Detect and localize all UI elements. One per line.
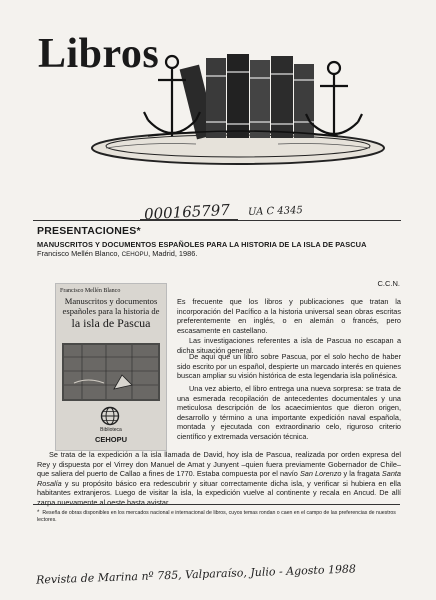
catalog-number: 000165797 [143,200,231,224]
footnote [37,510,401,524]
ship-name-2: Santa Rosalía [37,469,401,488]
cover-title-line-3: la isla de Pascua [71,316,151,330]
section-top-rule [33,220,401,221]
p5-text-c: y su propósito básico era redescubrir y situar correctamente dicha isla, y verificar si hubiera en ella habitantes extranjeros. Luego de visitar la isla, la expedición vuelve al continente y recala en Ancud. De allí zarpa nuevamente al oeste hasta avistar [37,478,401,507]
reviewer-initials: C.C.N. [377,279,400,288]
book-cover-image [55,283,167,451]
footnote-marker: * [37,510,40,516]
footnote-rule [33,504,400,505]
p5-text-a: Se trata de la expedición a la isla llamada de David, hoy isla de Pascua, realizada por orden expresa del Rey y dispuesta por el Virrey don Manuel de Amat y Junyent –quien fuera previamente Gobernador de Chile– que saliera del puerto de Callao a fines de 1770. Estaba compuesta por el navío [37,450,401,479]
body-paragraph-1: Es frecuente que los libros y publicaciones que tratan la incorporación del Pacífico a la historia universal sean obras escritas preferentemente en inglés, o en alemán o francés, pero escasamente en castellano. [177,297,401,335]
ship-name-1: San Lorenzo [299,469,342,479]
cover-publisher: CEHOPU [94,435,128,444]
book-place-year: , Madrid, 1986. [148,249,198,258]
section-masthead-title: Libros [38,31,160,77]
handwritten-source-note: Revista de Marina nº 785, Valparaíso, Julio - Agosto 1988 [35,562,357,587]
publisher-globe-icon [100,406,120,426]
book-author: Francisco Mellén Blanco, [37,249,120,258]
footnote-text: Reseña de obras disponibles en los mercados nacional e internacional de libros, cuyos temas rondan o caen en el campo de las preferencias de nuestros lectores. [37,510,396,523]
cover-author: Francisco Mellén Blanco [60,288,121,294]
body-paragraph-4: Una vez abierto, el libro entrega una nueva sorpresa: se trata de una esmerada recopilación de antecedentes documentales y una meticulosa descripción de los acaecimientos que dieron origen, desarrollo y término a una importante expedición naval española, montada y ejecutada con extraordinario celo, riguroso criterio científico y extremada versación técnica. [177,384,401,441]
cover-publisher-series: Biblioteca [100,427,122,433]
book-publisher: CEHOPU [121,251,149,258]
body-paragraph-2: Las investigaciones referentes a isla de Pascua no escapan a dicha situación general. [177,336,401,355]
section-title: PRESENTACIONES* [37,225,141,237]
body-paragraph-5 [37,450,401,508]
cover-map-icon [62,343,160,401]
bookshelf-illustration-icon [88,36,388,168]
cover-title [60,296,162,330]
cover-title-line-1: Manuscritos y documentos [64,296,158,306]
book-title: MANUSCRITOS Y DOCUMENTOS ESPAÑOLES PARA LA HISTORIA DE LA ISLA DE PASCUA [37,240,367,249]
p5-text-b: y la fragata [341,469,382,479]
catalog-code: UA C 4345 [247,205,303,218]
body-paragraph-3: De aquí que un libro sobre Pascua, por el solo hecho de haber sido escrito por un español, despierte un marcado interés en quienes buscan ampliar su visión histórica de esta legendaria isla polinésica. [177,352,401,381]
book-author-line [37,249,197,258]
cover-title-line-2: españoles para la historia de [62,306,160,316]
